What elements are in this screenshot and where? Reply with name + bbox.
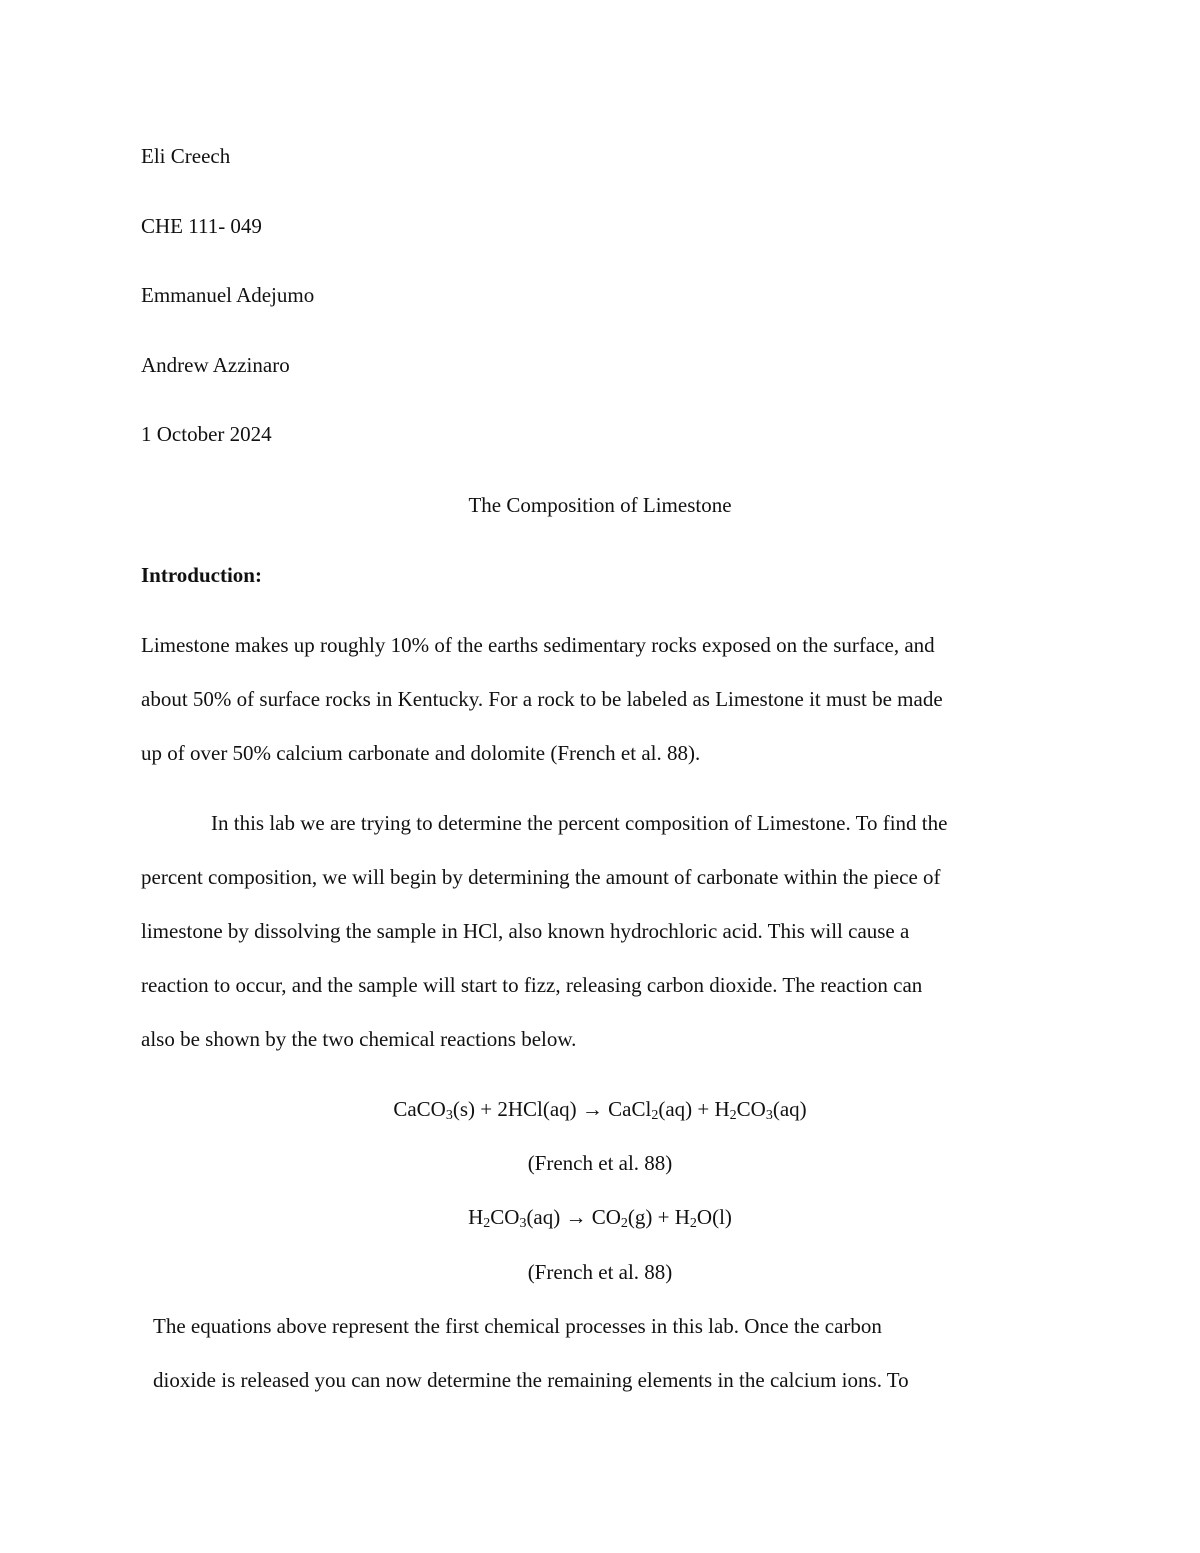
chemical-equation: $H_2CO_3(aq) \to CO_2(g) + H_2O(l)$ [468,1205,732,1231]
paragraph-line: up of over 50% calcium carbonate and dolomite (French et al. 88). [141,741,701,765]
paragraph-line: The equations above represent the first chemical processes in this lab. Once the carbon [153,1314,882,1338]
section-heading: Introduction: [141,563,262,587]
paragraph-line: reaction to occur, and the sample will start to fizz, releasing carbon dioxide. The reaction can [141,973,923,997]
document-date: 1 October 2024 [141,422,272,446]
paragraph-line: limestone by dissolving the sample in HCl, also known hydrochloric acid. This will cause a [141,919,910,943]
chemical-equation: CaCO$_3$(s) + 2HCl(aq) → CaCl$_2$(aq) + $H_2CO_3(aq)$ [393,1097,807,1123]
paragraph-line: percent composition, we will begin by determining the amount of carbonate within the piece of [141,865,941,889]
course-code: CHE 111- 049 [141,214,262,238]
instructor-name: Andrew Azzinaro [141,353,290,377]
equation-citation: (French et al. 88) [527,1260,673,1284]
paragraph-line: In this lab we are trying to determine the percent composition of Limestone. To find the [211,811,948,835]
paragraph-line: dioxide is released you can now determine the remaining elements in the calcium ions. To [153,1368,909,1392]
paragraph-line: also be shown by the two chemical reactions below. [141,1027,577,1051]
instructor-name: Emmanuel Adejumo [141,283,315,307]
document-title: The Composition of Limestone [468,493,732,517]
paragraph-line: Limestone makes up roughly 10% of the earths sedimentary rocks exposed on the surface, and [141,633,935,657]
author-name: Eli Creech [141,144,231,168]
paragraph-line: about 50% of surface rocks in Kentucky. For a rock to be labeled as Limestone it must be made [141,687,943,711]
equation-citation: (French et al. 88) [527,1151,673,1175]
